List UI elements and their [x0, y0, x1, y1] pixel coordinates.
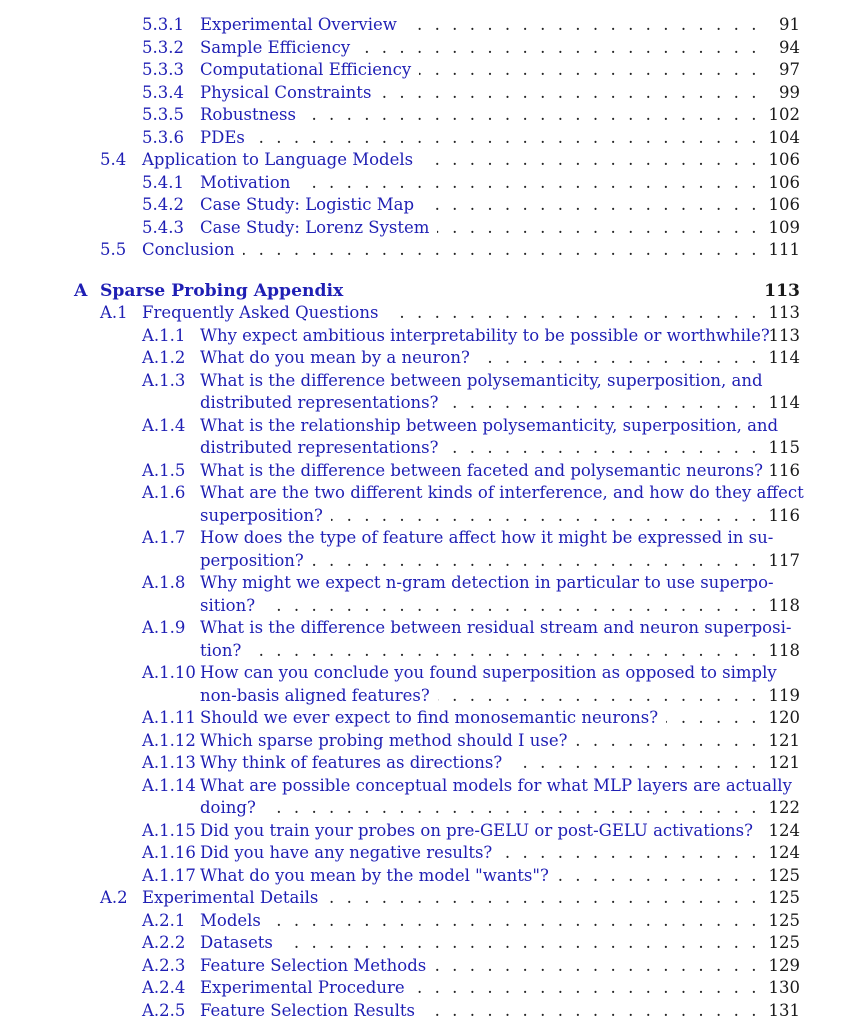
toc-entry-number[interactable]: A.1.4 [142, 415, 186, 435]
toc-entry-title[interactable]: superposition? [200, 505, 323, 525]
toc-entry-number[interactable]: 5.3.3 [142, 60, 184, 79]
toc-entry-number[interactable]: 5.4.3 [142, 217, 184, 237]
toc-entry-number[interactable]: 5.3.4 [142, 82, 184, 102]
dot-leader [405, 14, 760, 36]
dot-leader [379, 82, 760, 104]
toc-entry-title[interactable]: PDEs [200, 127, 245, 147]
toc-entry-number[interactable]: A.1.1 [142, 325, 186, 345]
toc-entry-title[interactable]: What is the difference between residual stream and neuron superposi- [200, 618, 792, 637]
toc-entry-title[interactable]: Why think of features as directions? [200, 753, 503, 772]
toc-page-number[interactable]: 109 [768, 217, 800, 237]
dot-leader [446, 437, 760, 459]
toc-page-number[interactable]: 117 [768, 550, 800, 570]
toc-entry-title[interactable]: Feature Selection Results [200, 1000, 416, 1020]
toc-page-number[interactable]: 104 [768, 127, 800, 147]
toc-entry-title[interactable]: Sparse Probing Appendix [100, 280, 344, 301]
toc-page-number[interactable]: 106 [768, 172, 800, 192]
toc-entry-number[interactable]: 5.4.2 [142, 195, 184, 214]
dot-leader [304, 104, 760, 126]
dot-leader [326, 887, 760, 909]
toc-entry-title[interactable]: Case Study: Logistic Map [200, 195, 415, 214]
toc-page-number[interactable]: 91 [779, 15, 800, 34]
toc-entry-title[interactable]: sition? [200, 595, 256, 615]
toc-entry-number[interactable]: A.1.17 [142, 865, 196, 885]
toc-entry-number[interactable]: A.2.5 [142, 1000, 186, 1020]
toc-page-number[interactable]: 119 [768, 685, 800, 705]
dot-leader [312, 550, 760, 572]
toc-entry-title[interactable]: Experimental Details [142, 888, 319, 907]
toc-page-number[interactable]: 122 [768, 798, 800, 817]
toc-entry-title[interactable]: Experimental Overview [200, 15, 397, 34]
toc-page-number[interactable]: 118 [768, 640, 800, 660]
toc-entry-title[interactable]: perposition? [200, 550, 304, 570]
toc-entry-title[interactable]: Did you have any negative results? [200, 843, 493, 862]
toc-page-number[interactable]: 118 [768, 595, 800, 615]
toc-entry-number[interactable]: A.1.5 [142, 460, 186, 480]
toc-page-number[interactable]: 114 [768, 348, 800, 367]
toc-page-number[interactable]: 131 [768, 1000, 800, 1020]
toc-entry-title[interactable]: What do you mean by a neuron? [200, 348, 470, 367]
toc-entry-number[interactable]: 5.3.1 [142, 15, 184, 34]
toc-entry-title[interactable]: What are the two different kinds of interference, and how do they affect [200, 483, 804, 502]
toc-entry-title[interactable]: Computational Efficiency [200, 60, 412, 79]
dot-leader [575, 730, 760, 752]
toc-page-number[interactable]: 121 [768, 753, 800, 772]
dot-leader [263, 595, 760, 617]
toc-entry-number[interactable]: A.1.9 [142, 618, 186, 637]
dot-leader [422, 194, 760, 216]
toc-entry-number[interactable]: A [74, 280, 88, 301]
toc-entry-title[interactable]: How can you conclude you found superposition as opposed to simply [200, 663, 777, 682]
toc-entry-number[interactable]: A.1.7 [142, 528, 186, 547]
toc-entry-number[interactable]: A.2.4 [142, 978, 186, 997]
toc-entry-title[interactable]: Frequently Asked Questions [142, 303, 379, 322]
dot-leader [281, 932, 760, 954]
toc-entry-number[interactable]: A.1.16 [142, 843, 196, 862]
toc-entry-number[interactable]: 5.3.6 [142, 127, 184, 147]
toc-entry-title[interactable]: What are possible conceptual models for what MLP layers are actually [200, 775, 792, 795]
dot-leader [510, 752, 760, 774]
dot-leader [437, 217, 760, 239]
toc-page-number[interactable]: 124 [768, 820, 800, 840]
toc-entry-title[interactable]: Datasets [200, 933, 273, 952]
toc-entry-title[interactable]: Feature Selection Methods [200, 955, 427, 975]
toc-entry-number[interactable]: A.2 [100, 888, 128, 907]
toc-entry-title[interactable]: Models [200, 910, 261, 930]
toc-entry-number[interactable]: A.1.2 [142, 348, 186, 367]
dot-leader [269, 910, 760, 932]
toc-entry-number[interactable]: 5.5 [100, 240, 127, 259]
toc-entry-title[interactable]: Robustness [200, 105, 296, 124]
dot-leader [421, 149, 760, 171]
dot-leader [264, 797, 760, 819]
toc-entry-title[interactable]: Did you train your probes on pre-GELU or post-GELU activations? [200, 820, 753, 840]
toc-entry-title[interactable]: Why might we expect n-gram detection in particular to use superpo- [200, 573, 774, 592]
dot-leader [434, 955, 760, 977]
dot-leader [249, 640, 760, 662]
toc-page-number[interactable]: 102 [768, 105, 800, 124]
toc-page-number[interactable]: 97 [779, 60, 800, 79]
toc-entry-number[interactable]: A.1.3 [142, 370, 186, 390]
toc-entry-title[interactable]: Case Study: Lorenz System [200, 217, 430, 237]
toc-page-number[interactable]: 111 [768, 240, 800, 259]
dot-leader [438, 685, 760, 707]
toc-page-number[interactable]: 121 [768, 730, 800, 750]
toc-page-number[interactable]: 114 [768, 393, 800, 412]
toc-entry-title[interactable]: Sample Efficiency [200, 37, 351, 57]
dot-leader [423, 1000, 760, 1022]
toc-entry-number[interactable]: A.2.3 [142, 955, 186, 975]
toc-entry-number[interactable]: A.2.1 [142, 910, 186, 930]
toc-entry-title[interactable]: distributed representations? [200, 438, 439, 457]
toc-entry-title[interactable]: Why expect ambitious interpretability to be possible or worthwhile? [200, 325, 770, 345]
toc-entry-number[interactable]: 5.4.1 [142, 172, 184, 192]
toc-entry-title[interactable]: What is the relationship between polysemanticity, superposition, and [200, 415, 779, 435]
toc-page-number[interactable]: 99 [779, 82, 800, 102]
toc-entry-number[interactable]: A.1.15 [142, 820, 196, 840]
toc-entry-title[interactable]: doing? [200, 798, 256, 817]
toc-entry-number[interactable]: A.1.10 [142, 663, 196, 682]
dot-leader [478, 347, 760, 369]
toc-page-number[interactable]: 113 [768, 303, 800, 322]
toc-entry-number[interactable]: 5.3.5 [142, 105, 184, 124]
toc-page-number[interactable]: 116 [768, 460, 800, 480]
toc-entry-title[interactable]: Application to Language Models [142, 150, 414, 169]
toc-entry-title[interactable]: Should we ever expect to find monosemantic neurons? [200, 708, 659, 727]
toc-page-number[interactable]: 124 [768, 843, 800, 862]
dot-leader [446, 392, 760, 414]
toc-entry-number[interactable]: A.1.8 [142, 573, 186, 592]
toc-page-number[interactable]: 125 [768, 933, 800, 952]
dot-leader [331, 505, 760, 527]
toc-page-number[interactable]: 106 [768, 195, 800, 214]
toc-page-number[interactable]: 129 [768, 955, 800, 975]
dot-leader [557, 865, 760, 887]
toc-entry-title[interactable]: Which sparse probing method should I use? [200, 730, 568, 750]
dot-leader [419, 59, 760, 81]
dot-leader [298, 172, 760, 194]
toc-page-number[interactable]: 113 [768, 325, 800, 345]
toc-entry-title[interactable]: What do you mean by the model "wants"? [200, 865, 549, 885]
dot-leader [358, 37, 760, 59]
toc-page-number[interactable]: 94 [779, 37, 800, 57]
toc-entry-title[interactable]: Motivation [200, 172, 291, 192]
toc-entry-title[interactable]: How does the type of feature affect how it might be expressed in su- [200, 528, 774, 547]
dot-leader [500, 842, 760, 864]
toc-entry-number[interactable]: A.1.12 [142, 730, 196, 750]
toc-page-number[interactable]: 130 [768, 978, 800, 997]
toc-entry-number[interactable]: A.1.13 [142, 753, 196, 772]
toc-entry-number[interactable]: A.1 [100, 303, 128, 322]
toc-page-number[interactable]: 113 [764, 280, 800, 301]
toc-entry-number[interactable]: A.1.11 [142, 708, 196, 727]
dot-leader [386, 302, 760, 324]
dot-leader [666, 707, 760, 729]
toc-entry-title[interactable]: non-basis aligned features? [200, 685, 430, 705]
toc-entry-number[interactable]: 5.3.2 [142, 37, 184, 57]
toc-entry-title[interactable]: Physical Constraints [200, 82, 372, 102]
dot-leader [253, 127, 760, 149]
toc-entry-title[interactable]: What is the difference between polysemanticity, superposition, and [200, 370, 763, 390]
toc-entry-title[interactable]: tion? [200, 640, 242, 660]
toc-entry-number[interactable]: A.2.2 [142, 933, 186, 952]
toc-entry-number[interactable]: A.1.6 [142, 483, 186, 502]
toc-page-number[interactable]: 125 [768, 888, 800, 907]
toc-entry-title[interactable]: distributed representations? [200, 393, 439, 412]
toc-page-number[interactable]: 116 [768, 505, 800, 525]
toc-entry-title[interactable]: Conclusion [142, 240, 235, 259]
toc-page-number[interactable]: 115 [768, 438, 800, 457]
dot-leader [413, 977, 760, 999]
toc-entry-number[interactable]: A.1.14 [142, 775, 196, 795]
dot-leader [243, 239, 760, 261]
toc-page-number[interactable]: 106 [768, 150, 800, 169]
toc-page-number[interactable]: 125 [768, 865, 800, 885]
toc-entry-title[interactable]: Experimental Procedure [200, 978, 405, 997]
toc-entry-title[interactable]: What is the difference between faceted and polysemantic neurons? [200, 460, 763, 480]
toc-page-number[interactable]: 125 [768, 910, 800, 930]
toc-entry-number[interactable]: 5.4 [100, 150, 127, 169]
toc-page-number[interactable]: 120 [768, 708, 800, 727]
